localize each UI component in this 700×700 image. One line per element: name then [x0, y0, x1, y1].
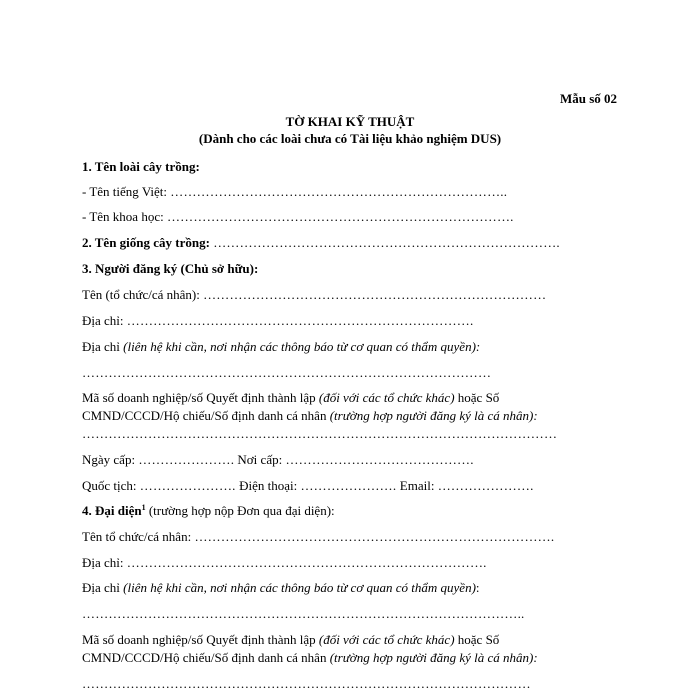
representative-contact-label-text: Địa chỉ — [82, 580, 124, 595]
issue-date-blank[interactable]: …………………. — [138, 452, 235, 467]
scientific-name-field[interactable] — [82, 209, 514, 225]
applicant-name-label: Tên (tổ chức/cá nhân): — [82, 287, 204, 302]
representative-id-person-note: (trường hợp người đăng ký là cá nhân): — [329, 650, 538, 665]
section-3-heading: 3. Người đăng ký (Chủ sở hữu): — [82, 261, 259, 276]
variety-name-field[interactable] — [82, 235, 560, 251]
representative-id-or: hoặc Số — [454, 632, 500, 647]
vietnamese-name-field[interactable] — [82, 184, 507, 200]
applicant-contact-note: (liên hệ khi cần, nơi nhận các thông báo từ cơ quan có thẩm quyền): — [123, 339, 481, 354]
issue-row — [82, 452, 474, 468]
applicant-id-label-line1 — [82, 390, 499, 406]
phone-label: Điện thoại: — [239, 478, 301, 493]
applicant-contact-label-text: Địa chỉ — [82, 339, 124, 354]
vietnamese-name-blank[interactable]: ………………………………………………………………….. — [170, 184, 508, 199]
section-1-heading: 1. Tên loài cây trồng: — [82, 159, 200, 174]
email-label: Email: — [399, 478, 438, 493]
applicant-id-or: hoặc Số — [454, 390, 500, 405]
footnote-marker[interactable]: 1 — [141, 503, 146, 512]
applicant-address-blank[interactable]: ……………………………………………………………………. — [126, 313, 474, 328]
representative-name-blank[interactable]: ………………………………………………………………………. — [194, 529, 555, 544]
section-2-heading: 2. Tên giống cây trồng: — [82, 235, 214, 250]
applicant-contact-label — [82, 339, 480, 355]
representative-id-org-note: (đối với các tổ chức khác) — [318, 632, 455, 647]
representative-address-field[interactable] — [82, 555, 487, 571]
representative-address-blank[interactable]: ………………………………………………………………………. — [126, 555, 487, 570]
phone-blank[interactable]: …………………. — [300, 478, 400, 493]
section-4-note: (trường hợp nộp Đơn qua đại diện): — [145, 503, 335, 518]
applicant-name-field[interactable] — [82, 287, 546, 303]
document-subtitle: (Dành cho các loài chưa có Tài liệu khảo nghiệm DUS) — [198, 131, 502, 146]
representative-contact-blank[interactable]: ……………………………………………………………………………………….. — [82, 606, 525, 621]
document-title: TỜ KHAI KỸ THUẬT — [285, 114, 415, 129]
nationality-row — [82, 478, 534, 494]
applicant-contact-blank[interactable]: ………………………………………………………………………………… — [82, 365, 492, 380]
applicant-id-blank[interactable]: ……………………………………………………………………………………………… — [82, 426, 558, 441]
nationality-blank[interactable]: …………………. — [139, 478, 240, 493]
applicant-address-field[interactable] — [82, 313, 473, 329]
scientific-name-blank[interactable]: ……………………………………………………………………. — [166, 209, 514, 224]
representative-name-label: Tên tổ chức/cá nhân: — [82, 529, 195, 544]
representative-id-label-line2 — [82, 650, 538, 666]
section-4-heading — [82, 503, 335, 519]
applicant-id-line2-text: CMND/CCCD/Hộ chiếu/Số định danh cá nhân — [82, 408, 330, 423]
representative-id-blank[interactable]: ………………………………………………………………………………………… — [82, 676, 531, 691]
applicant-id-prefix: Mã số doanh nghiệp/số Quyết định thành lập — [82, 390, 319, 405]
email-blank[interactable]: …………………. — [437, 478, 534, 493]
representative-id-label-line1 — [82, 632, 499, 648]
representative-id-prefix: Mã số doanh nghiệp/số Quyết định thành lập — [82, 632, 319, 647]
form-number: Mẫu số 02 — [559, 91, 617, 106]
section-4-heading-text: 4. Đại diện — [82, 503, 142, 518]
applicant-address-label: Địa chỉ: — [82, 313, 127, 328]
applicant-id-org-note: (đối với các tổ chức khác) — [318, 390, 455, 405]
variety-name-blank[interactable]: ……………………………………………………………………. — [213, 235, 560, 250]
representative-address-label: Địa chỉ: — [82, 555, 127, 570]
scientific-name-label: - Tên khoa học: — [82, 209, 167, 224]
issue-place-blank[interactable]: ……………………………………. — [285, 452, 474, 467]
representative-id-line2-text: CMND/CCCD/Hộ chiếu/Số định danh cá nhân — [82, 650, 330, 665]
vietnamese-name-label: - Tên tiếng Việt: — [82, 184, 171, 199]
nationality-label: Quốc tịch: — [82, 478, 140, 493]
representative-contact-label — [82, 580, 480, 596]
issue-date-label: Ngày cấp: — [82, 452, 139, 467]
representative-contact-colon: : — [475, 580, 480, 595]
applicant-id-person-note: (trường hợp người đăng ký là cá nhân): — [329, 408, 538, 423]
issue-place-label: Nơi cấp: — [234, 452, 286, 467]
representative-name-field[interactable] — [82, 529, 554, 545]
applicant-id-label-line2 — [82, 408, 538, 424]
applicant-name-blank[interactable]: …………………………………………………………………… — [203, 287, 547, 302]
representative-contact-note: (liên hệ khi cần, nơi nhận các thông báo từ cơ quan có thẩm quyền) — [123, 580, 476, 595]
